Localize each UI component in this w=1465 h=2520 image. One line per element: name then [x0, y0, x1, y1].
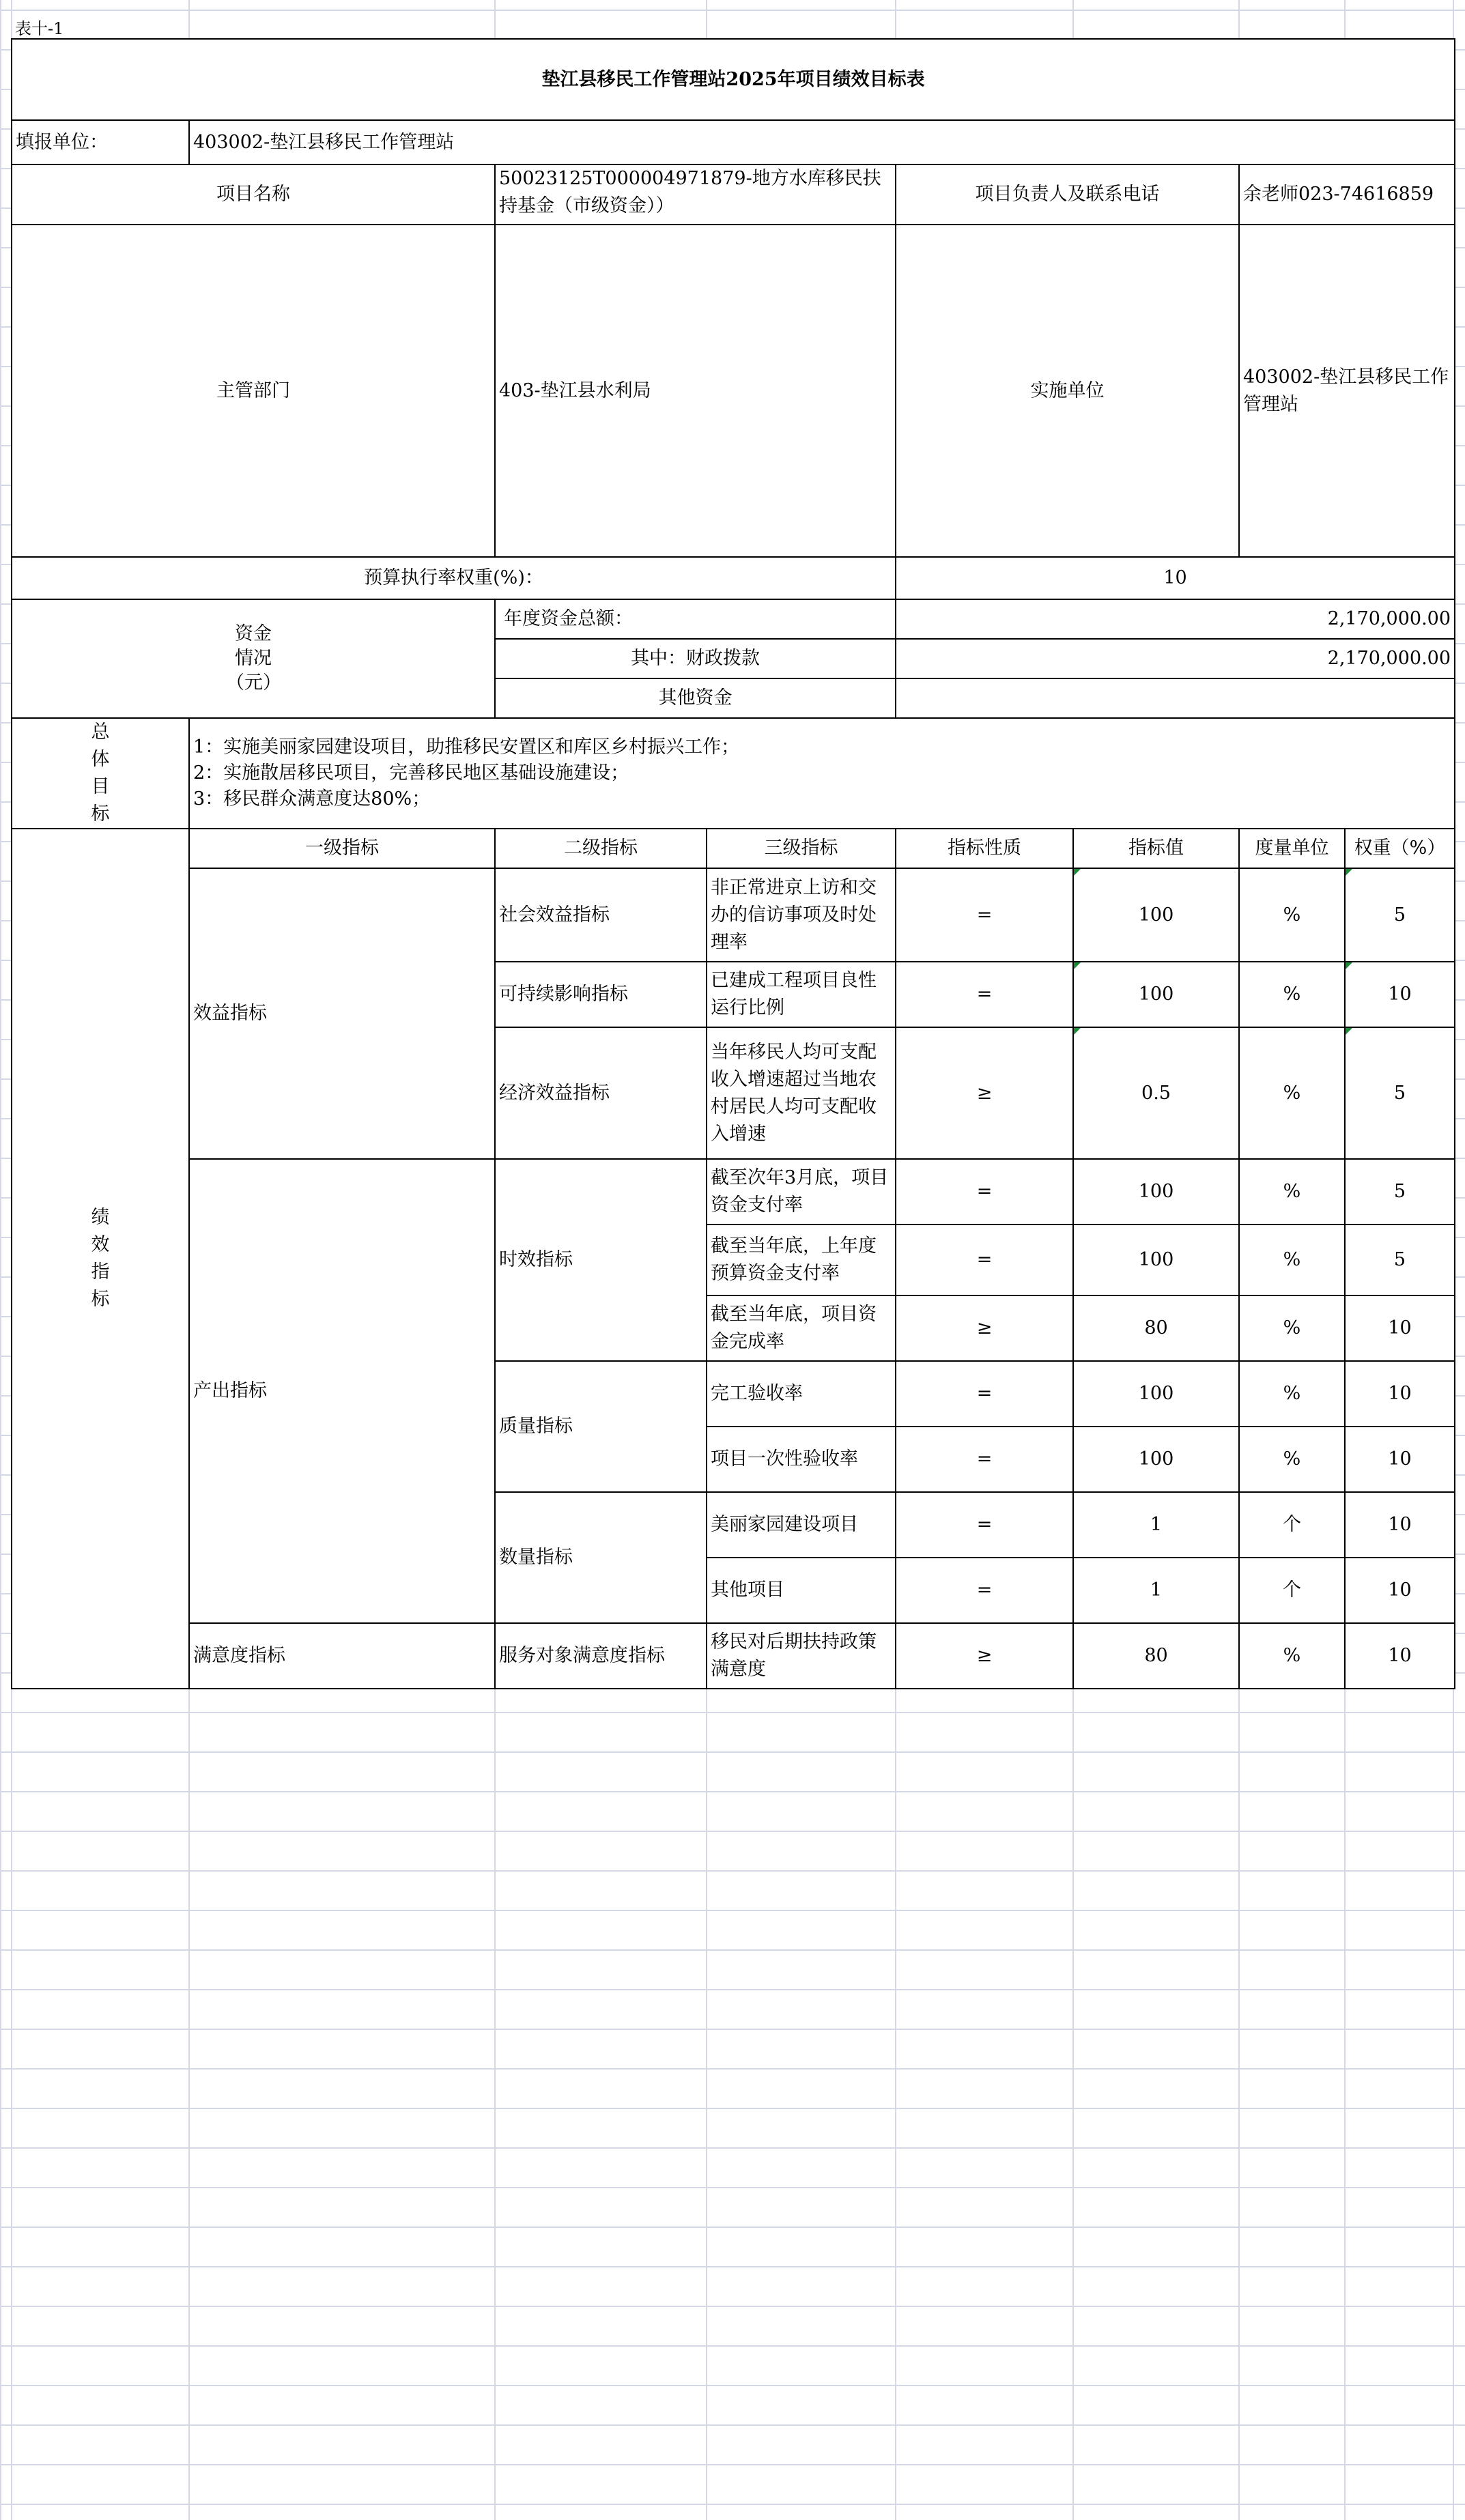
indicator-value[interactable]: 100	[1073, 1159, 1239, 1225]
project-name-label: 项目名称	[12, 164, 495, 225]
indicator-op[interactable]: =	[896, 1558, 1073, 1623]
table-row	[12, 1623, 1455, 1689]
indicator-op[interactable]: =	[896, 1492, 1073, 1558]
indicator-unit[interactable]: 个	[1239, 1492, 1345, 1558]
level1-benefit: 效益指标	[189, 868, 495, 1159]
indicator-unit[interactable]: %	[1239, 1027, 1345, 1159]
level2-social: 社会效益指标	[495, 868, 707, 962]
unit-label: 填报单位：	[12, 120, 189, 164]
goal-line: 3：移民群众满意度达80%；	[193, 788, 431, 810]
indicator-name[interactable]: 已建成工程项目良性运行比例	[707, 962, 896, 1027]
indicator-unit[interactable]: %	[1239, 1295, 1345, 1361]
indicator-name[interactable]: 移民对后期扶持政策满意度	[707, 1623, 896, 1689]
indicator-name[interactable]: 项目一次性验收率	[707, 1427, 896, 1492]
indicator-value[interactable]: 100	[1073, 1427, 1239, 1492]
level2-quality: 质量指标	[495, 1361, 707, 1492]
header-weight: 权重（%）	[1345, 829, 1455, 868]
indicator-weight[interactable]: 10	[1345, 1361, 1455, 1427]
header-unit: 度量单位	[1239, 829, 1345, 868]
indicator-weight[interactable]: 5	[1345, 868, 1455, 962]
performance-table	[11, 38, 1455, 1689]
indicator-weight[interactable]: 5	[1345, 1225, 1455, 1295]
dept-label: 主管部门	[12, 225, 495, 557]
table-tag: 表十-1	[15, 19, 64, 38]
indicator-unit[interactable]: %	[1239, 868, 1345, 962]
indicator-op[interactable]: =	[896, 1225, 1073, 1295]
level2-quantity: 数量指标	[495, 1492, 707, 1623]
goal-line: 2：实施散居移民项目，完善移民地区基础设施建设；	[193, 762, 629, 784]
indicator-name[interactable]: 当年移民人均可支配收入增速超过当地农村居民人均可支配收入增速	[707, 1027, 896, 1159]
perf-label-text: 绩效指标	[91, 1207, 110, 1310]
header-value: 指标值	[1073, 829, 1239, 868]
impl-label: 实施单位	[896, 225, 1239, 557]
table-row	[12, 1159, 1455, 1225]
indicator-value[interactable]: 100	[1073, 868, 1239, 962]
budget-weight-label: 预算执行率权重(%)：	[12, 557, 896, 599]
indicator-weight[interactable]: 10	[1345, 1492, 1455, 1558]
indicator-name[interactable]: 截至次年3月底，项目资金支付率	[707, 1159, 896, 1225]
goal-label-text: 总体目标	[91, 721, 110, 825]
impl-value[interactable]: 403002-垫江县移民工作管理站	[1239, 225, 1455, 557]
indicator-unit[interactable]: %	[1239, 1361, 1345, 1427]
funds-other-label: 其他资金	[495, 678, 896, 718]
owner-value[interactable]: 余老师023-74616859	[1239, 164, 1455, 225]
indicator-op[interactable]: ≥	[896, 1295, 1073, 1361]
indicator-value[interactable]: 80	[1073, 1623, 1239, 1689]
indicator-weight[interactable]: 10	[1345, 962, 1455, 1027]
indicator-unit[interactable]: 个	[1239, 1558, 1345, 1623]
funds-fiscal-value[interactable]: 2,170,000.00	[896, 639, 1455, 678]
indicator-name[interactable]: 截至当年底，上年度预算资金支付率	[707, 1225, 896, 1295]
table-row	[12, 868, 1455, 962]
level1-satisfaction: 满意度指标	[189, 1623, 495, 1689]
header-level1: 一级指标	[189, 829, 495, 868]
indicator-unit[interactable]: %	[1239, 962, 1345, 1027]
project-name-value[interactable]: 50023125T000004971879-地方水库移民扶持基金（市级资金））	[495, 164, 896, 225]
funds-label-text: 资金情况（元）	[226, 623, 281, 693]
budget-weight-value[interactable]: 10	[896, 557, 1455, 599]
level1-output: 产出指标	[189, 1159, 495, 1623]
header-level3: 三级指标	[707, 829, 896, 868]
indicator-op[interactable]: =	[896, 1427, 1073, 1492]
dept-value[interactable]: 403-垫江县水利局	[495, 225, 896, 557]
indicator-name[interactable]: 其他项目	[707, 1558, 896, 1623]
level2-sustain: 可持续影响指标	[495, 962, 707, 1027]
indicator-weight[interactable]: 5	[1345, 1159, 1455, 1225]
perf-label	[12, 829, 189, 1689]
indicator-value[interactable]: 0.5	[1073, 1027, 1239, 1159]
goal-line: 1：实施美丽家园建设项目，助推移民安置区和库区乡村振兴工作；	[193, 736, 740, 758]
indicator-value[interactable]: 100	[1073, 1361, 1239, 1427]
goal-content[interactable]	[189, 718, 1455, 829]
unit-value[interactable]: 403002-垫江县移民工作管理站	[189, 120, 1455, 164]
owner-label: 项目负责人及联系电话	[896, 164, 1239, 225]
indicator-name[interactable]: 截至当年底，项目资金完成率	[707, 1295, 896, 1361]
indicator-unit[interactable]: %	[1239, 1427, 1345, 1492]
indicator-weight[interactable]: 10	[1345, 1295, 1455, 1361]
indicator-unit[interactable]: %	[1239, 1623, 1345, 1689]
indicator-weight[interactable]: 10	[1345, 1623, 1455, 1689]
indicator-value[interactable]: 1	[1073, 1492, 1239, 1558]
level2-time: 时效指标	[495, 1159, 707, 1361]
page-title: 垫江县移民工作管理站2025年项目绩效目标表	[12, 39, 1455, 120]
indicator-weight[interactable]: 10	[1345, 1558, 1455, 1623]
indicator-weight[interactable]: 10	[1345, 1427, 1455, 1492]
indicator-name[interactable]: 完工验收率	[707, 1361, 896, 1427]
indicator-name[interactable]: 非正常进京上访和交办的信访事项及时处理率	[707, 868, 896, 962]
indicator-unit[interactable]: %	[1239, 1225, 1345, 1295]
indicator-op[interactable]: ≥	[896, 1623, 1073, 1689]
indicator-name[interactable]: 美丽家园建设项目	[707, 1492, 896, 1558]
level2-service: 服务对象满意度指标	[495, 1623, 707, 1689]
header-level2: 二级指标	[495, 829, 707, 868]
funds-fiscal-label: 其中：财政拨款	[495, 639, 896, 678]
funds-other-value[interactable]	[896, 678, 1455, 718]
indicator-op[interactable]: =	[896, 1159, 1073, 1225]
indicator-unit[interactable]: %	[1239, 1159, 1345, 1225]
header-nature: 指标性质	[896, 829, 1073, 868]
indicator-value[interactable]: 100	[1073, 1225, 1239, 1295]
indicator-op[interactable]: ≥	[896, 1027, 1073, 1159]
indicator-value[interactable]: 1	[1073, 1558, 1239, 1623]
indicator-value[interactable]: 80	[1073, 1295, 1239, 1361]
indicator-weight[interactable]: 5	[1345, 1027, 1455, 1159]
indicator-value[interactable]: 100	[1073, 962, 1239, 1027]
level2-economic: 经济效益指标	[495, 1027, 707, 1159]
funds-total-value[interactable]: 2,170,000.00	[896, 599, 1455, 639]
indicator-op[interactable]: =	[896, 1361, 1073, 1427]
funds-label	[12, 599, 495, 718]
indicator-op[interactable]: =	[896, 868, 1073, 962]
goal-label	[12, 718, 189, 829]
indicator-op[interactable]: =	[896, 962, 1073, 1027]
funds-total-label: 年度资金总额：	[495, 599, 896, 639]
